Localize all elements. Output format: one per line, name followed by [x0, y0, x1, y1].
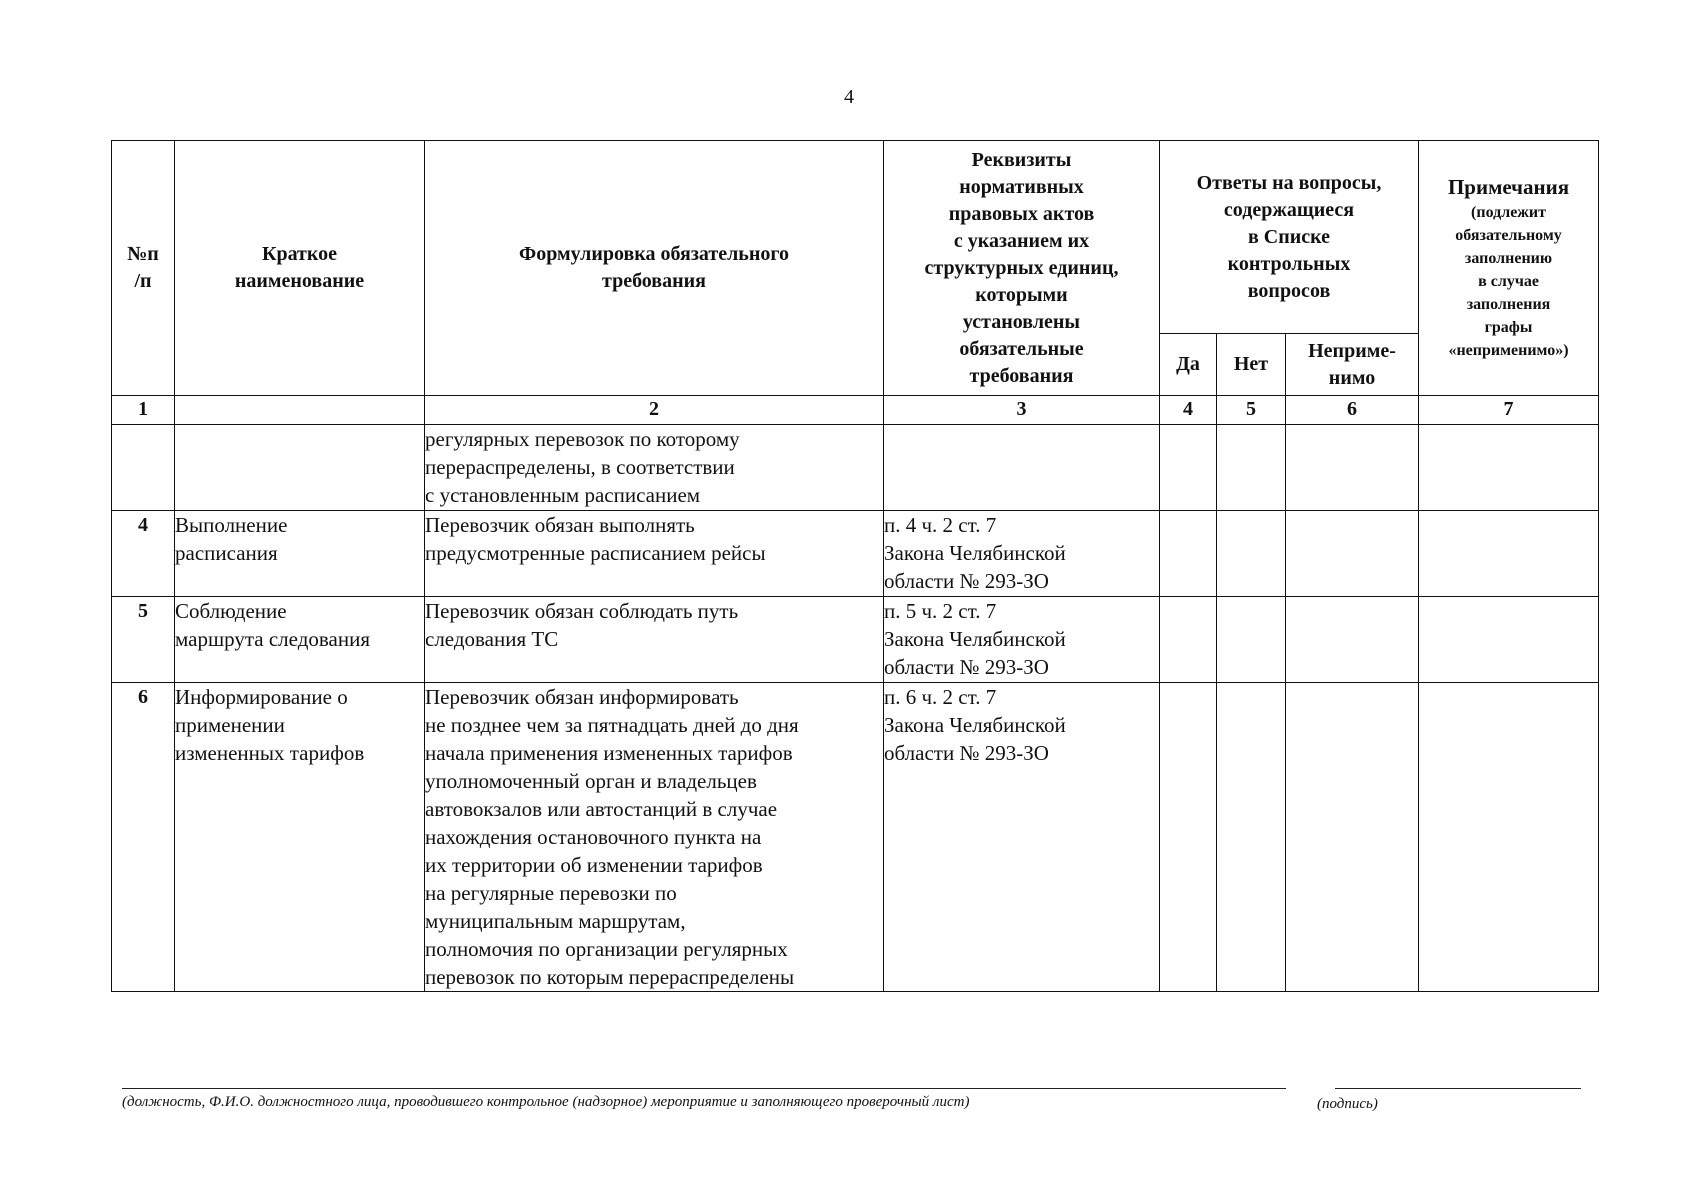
header-short-name: Краткое наименование: [175, 141, 425, 396]
row-short-name-cell: [175, 425, 425, 511]
notes-cell[interactable]: [1419, 425, 1599, 511]
answer-no-cell[interactable]: [1217, 511, 1286, 597]
official-signature-line: [122, 1088, 1286, 1089]
official-caption: (должность, Ф.И.О. должностного лица, проводившего контрольное (надзорное) мероприятие и заполняющего проверочный лист): [122, 1094, 970, 1110]
page-number: 4: [844, 86, 854, 108]
row-num-cell: [112, 425, 175, 511]
column-number: 5: [1217, 396, 1286, 425]
row-legal-ref-cell: [884, 425, 1160, 511]
column-number: 2: [425, 396, 884, 425]
header-legal-refs: Реквизиты нормативных правовых актов с указанием их структурных единиц, которыми установлены обязательные требования: [884, 141, 1160, 396]
row-requirement-cell: Перевозчик обязан соблюдать путь следования ТС: [425, 597, 884, 683]
answer-yes-cell[interactable]: [1160, 425, 1217, 511]
answer-yes-cell[interactable]: [1160, 683, 1217, 992]
row-requirement-cell: регулярных перевозок по которому перераспределены, в соответствии с установленным расписанием: [425, 425, 884, 511]
checklist-table: [111, 140, 1599, 992]
row-num-cell: 6: [112, 683, 175, 992]
row-num-cell: 4: [112, 511, 175, 597]
row-short-name-cell: Выполнение расписания: [175, 511, 425, 597]
header-row: [112, 141, 1599, 334]
table-row: [112, 597, 1599, 683]
notes-cell[interactable]: [1419, 683, 1599, 992]
column-number: 7: [1419, 396, 1599, 425]
answer-yes-cell[interactable]: [1160, 597, 1217, 683]
column-number: 1: [112, 396, 175, 425]
row-short-name-cell: Информирование о применении измененных тарифов: [175, 683, 425, 992]
notes-cell[interactable]: [1419, 597, 1599, 683]
signature-line: [1335, 1088, 1581, 1089]
notes-cell[interactable]: [1419, 511, 1599, 597]
answer-na-cell[interactable]: [1286, 511, 1419, 597]
answer-na-cell[interactable]: [1286, 425, 1419, 511]
table-row-continuation: [112, 425, 1599, 511]
table-row: [112, 683, 1599, 992]
answer-no-cell[interactable]: [1217, 425, 1286, 511]
header-na: Неприме- нимо: [1286, 334, 1419, 396]
row-requirement-cell: Перевозчик обязан информировать не позднее чем за пятнадцать дней до дня начала применения измененных тарифов уполномоченный орган и владельцев автовокзалов или автостанций в случае нахождения остановочного пункта на их территории об изменении тарифов на регулярные перевозки по муниципальным маршрутам, полномочия по организации регулярных перевозок по которым перераспределены: [425, 683, 884, 992]
row-short-name-cell: Соблюдение маршрута следования: [175, 597, 425, 683]
column-number: 4: [1160, 396, 1217, 425]
header-yes: Да: [1160, 334, 1217, 396]
column-number-empty: [175, 396, 425, 425]
row-legal-ref-cell: п. 5 ч. 2 ст. 7 Закона Челябинской области № 293-ЗО: [884, 597, 1160, 683]
row-legal-ref-cell: п. 6 ч. 2 ст. 7 Закона Челябинской области № 293-ЗО: [884, 683, 1160, 992]
row-num-cell: 5: [112, 597, 175, 683]
header-num: №п /п: [112, 141, 175, 396]
column-number: 6: [1286, 396, 1419, 425]
header-notes: [1419, 141, 1599, 396]
answer-yes-cell[interactable]: [1160, 511, 1217, 597]
answer-no-cell[interactable]: [1217, 597, 1286, 683]
row-requirement-cell: Перевозчик обязан выполнять предусмотренные расписанием рейсы: [425, 511, 884, 597]
header-notes-title: Примечания: [1447, 175, 1570, 199]
answer-na-cell[interactable]: [1286, 597, 1419, 683]
row-legal-ref-cell: п. 4 ч. 2 ст. 7 Закона Челябинской области № 293-ЗО: [884, 511, 1160, 597]
header-no: Нет: [1217, 334, 1286, 396]
header-requirement: Формулировка обязательного требования: [425, 141, 884, 396]
signature-caption: (подпись): [1317, 1096, 1378, 1112]
column-numbers-row: [112, 396, 1599, 425]
table-row: [112, 511, 1599, 597]
column-number: 3: [884, 396, 1160, 425]
answer-na-cell[interactable]: [1286, 683, 1419, 992]
header-answers: Ответы на вопросы, содержащиеся в Списке контрольных вопросов: [1160, 141, 1419, 334]
answer-no-cell[interactable]: [1217, 683, 1286, 992]
header-notes-subtitle: (подлежит обязательному заполнению в случае заполнения графы «неприменимо»): [1448, 204, 1569, 359]
